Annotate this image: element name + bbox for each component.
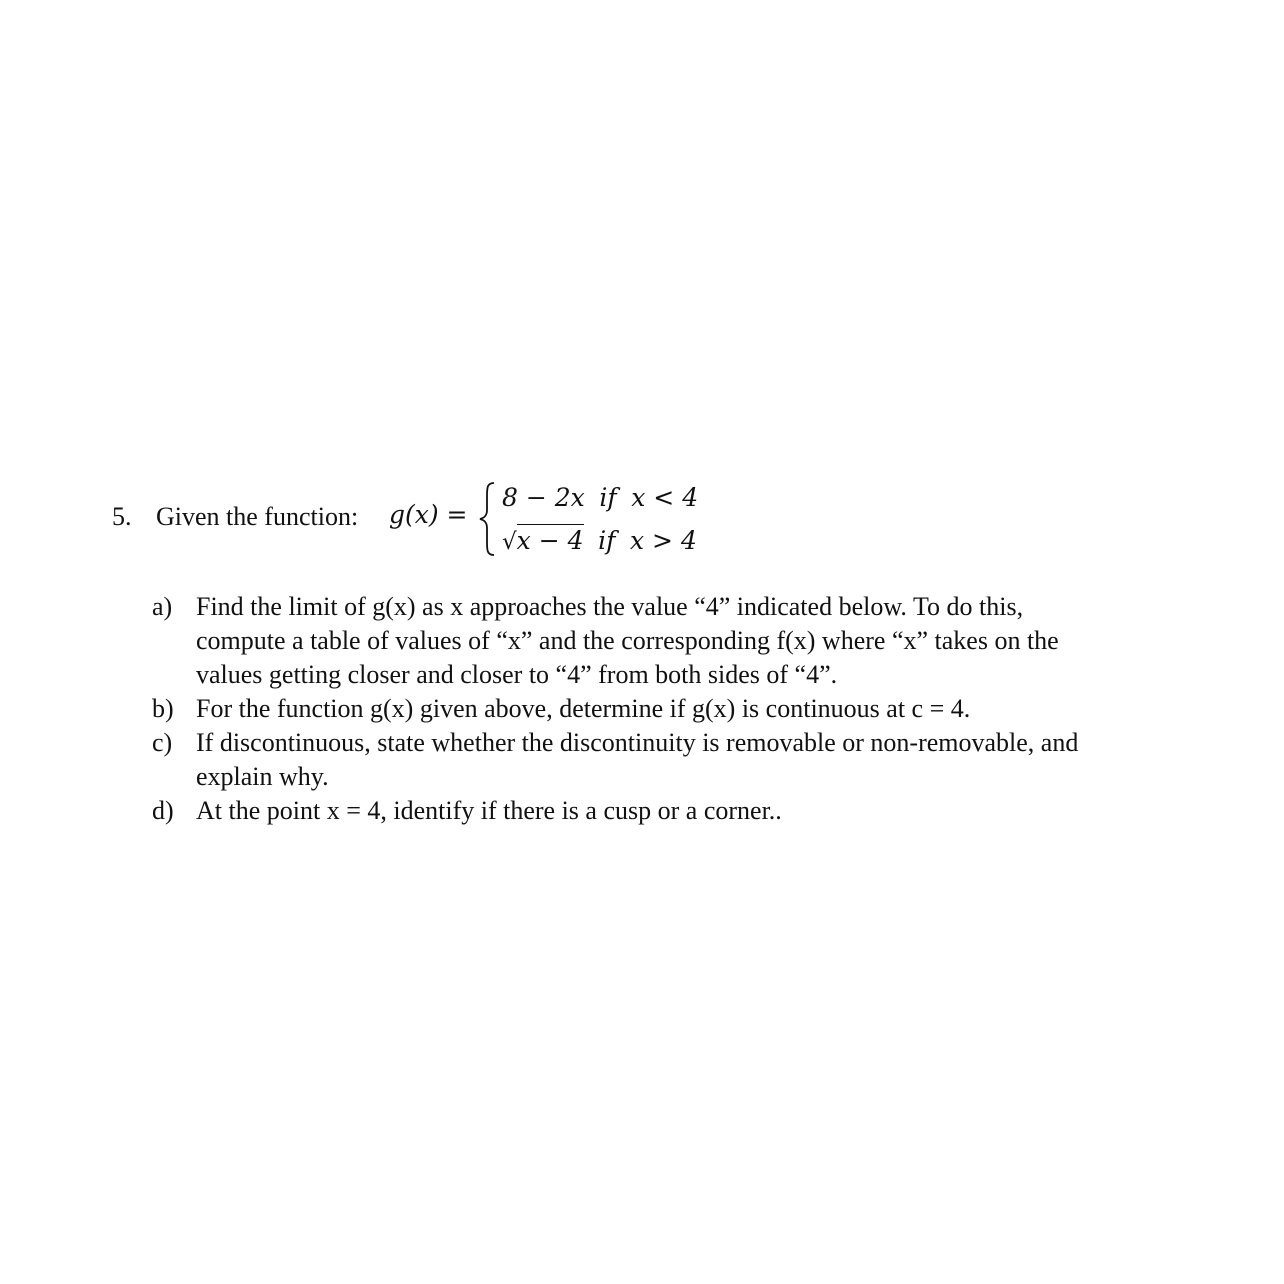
function-lhs: g(x) = <box>389 500 468 529</box>
part-b-text <box>196 692 1212 726</box>
given-intro: Given the function: <box>156 502 359 531</box>
case-2-condition: x > 4 <box>630 526 697 555</box>
case-2-if: if <box>598 526 616 555</box>
part-a-line-1: Find the limit of g(x) as x approaches the value “4” indicated below. To do this, <box>196 592 1024 621</box>
part-c-line-2: explain why. <box>196 762 329 791</box>
case-2-radicand: x − 4 <box>516 526 584 555</box>
case-2 <box>502 526 697 555</box>
part-c-label: c) <box>152 728 173 757</box>
problem-number: 5. <box>112 502 132 531</box>
part-d-label: d) <box>152 796 174 825</box>
part-a <box>152 590 1212 692</box>
part-d-line-1: At the point x = 4, identify if there is a cusp or a corner.. <box>196 796 782 825</box>
part-b-label: b) <box>152 694 174 723</box>
part-b-line-1: For the function g(x) given above, determine if g(x) is continuous at c = 4. <box>196 694 971 723</box>
case-1-expr: 8 − 2x <box>502 483 585 512</box>
given-function-line <box>112 480 812 560</box>
left-brace <box>478 480 496 558</box>
part-b <box>152 692 1212 726</box>
part-c-text <box>196 726 1212 794</box>
part-a-line-3: values getting closer and closer to “4” from both sides of “4”. <box>196 660 838 689</box>
part-c-line-1: If discontinuous, state whether the discontinuity is removable or non-removable, and <box>196 728 1079 757</box>
case-1 <box>502 483 698 512</box>
sqrt-icon: √ <box>502 529 517 555</box>
part-a-label: a) <box>152 592 173 621</box>
case-1-condition: x < 4 <box>631 483 699 512</box>
part-d <box>152 794 1212 828</box>
part-d-text <box>196 794 1212 828</box>
part-a-text <box>196 590 1212 692</box>
sub-questions <box>152 590 1212 828</box>
case-1-if: if <box>599 483 617 512</box>
part-c <box>152 726 1212 794</box>
part-a-line-2: compute a table of values of “x” and the corresponding f(x) where “x” takes on the <box>196 626 1059 655</box>
